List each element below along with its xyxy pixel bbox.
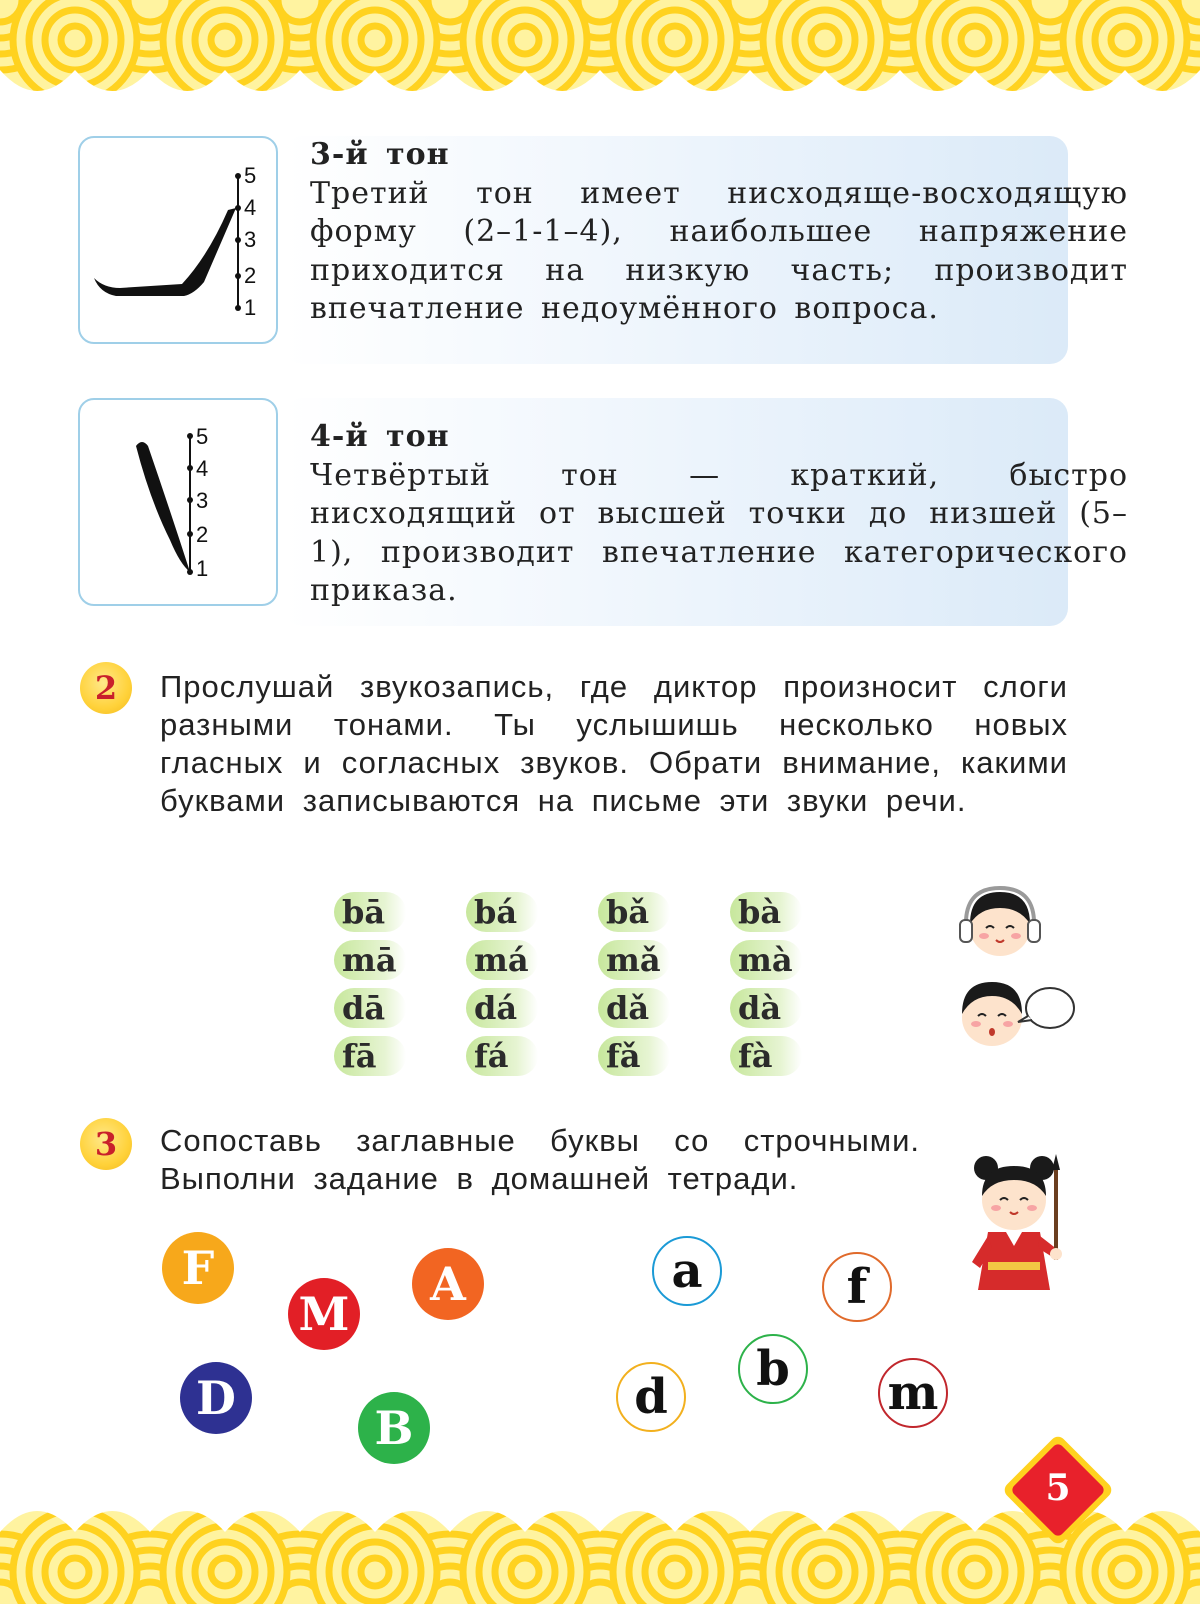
syllable-ba-1: bā — [334, 892, 406, 932]
syllable-ba-3: bǎ — [598, 892, 670, 932]
tone-4-scale-5: 5 — [196, 424, 209, 449]
syllable-da-2: dá — [466, 988, 538, 1028]
tone-4-diagram — [78, 398, 278, 606]
exercise-3-number: 3 — [80, 1118, 132, 1170]
syllable-fa-2: fá — [466, 1036, 538, 1076]
syllable-da-4: dà — [730, 988, 802, 1028]
exercise-3-text: Сопоставь заглавные буквы со строчными. Выполни задание в домашней тетради. — [160, 1123, 920, 1196]
tone-3-scale-2: 2 — [244, 263, 257, 288]
tone-4-contour-icon — [80, 400, 276, 604]
tone-4-scale-1: 1 — [196, 556, 209, 581]
top-wave-border — [0, 0, 1200, 110]
lowercase-letter-m[interactable]: m — [878, 1358, 948, 1428]
uppercase-letter-m[interactable]: M — [288, 1278, 360, 1350]
tone-3-description — [310, 136, 1128, 329]
tone-4-scale-2: 2 — [196, 522, 209, 547]
tone-3-scale-1: 1 — [244, 295, 257, 320]
tone-4-title: 4-й тон — [310, 419, 450, 454]
syllable-fa-3: fǎ — [598, 1036, 670, 1076]
listening-child-icon — [958, 884, 1042, 960]
tone-3-contour-icon — [80, 138, 276, 342]
uppercase-letter-f[interactable]: F — [162, 1232, 234, 1304]
lowercase-letter-b[interactable]: b — [738, 1334, 808, 1404]
syllable-ba-2: bá — [466, 892, 538, 932]
uppercase-letter-b[interactable]: B — [358, 1392, 430, 1464]
exercise-2-number: 2 — [80, 662, 132, 714]
syllable-ma-1: mā — [334, 940, 406, 980]
uppercase-letter-d[interactable]: D — [180, 1362, 252, 1434]
lowercase-letter-f[interactable]: f — [822, 1252, 892, 1322]
syllable-da-1: dā — [334, 988, 406, 1028]
syllable-da-3: dǎ — [598, 988, 670, 1028]
tone-3-scale-5: 5 — [244, 163, 257, 188]
tone-3-diagram — [78, 136, 278, 344]
tone-4-description — [310, 418, 1128, 611]
calligraphy-child-icon — [966, 1150, 1076, 1300]
syllable-ma-2: má — [466, 940, 538, 980]
uppercase-letter-a[interactable]: A — [412, 1248, 484, 1320]
tone-4-body: Четвёртый тон — краткий, быстро нисходящий от высшей точки до низшей (5–1), производит впечатление категорического приказа. — [310, 457, 1128, 608]
speaking-child-icon — [958, 976, 1076, 1050]
tone-3-scale-4: 4 — [244, 195, 257, 220]
tone-3-title: 3-й тон — [310, 137, 450, 172]
syllable-fa-4: fà — [730, 1036, 802, 1076]
lowercase-letter-d[interactable]: d — [616, 1362, 686, 1432]
lowercase-letter-a[interactable]: a — [652, 1236, 722, 1306]
exercise-2-text: Прослушай звукозапись, где диктор произносит слоги разными тонами. Ты услышишь несколько новых гласных и согласных звуков. Обрати внимание, какими буквами записываются на письме эти звуки речи. — [160, 669, 1068, 818]
tone-3-scale-3: 3 — [244, 227, 257, 252]
syllable-ma-4: mà — [730, 940, 802, 980]
page-number: 5 — [1045, 1467, 1071, 1509]
tone-4-scale-3: 3 — [196, 488, 209, 513]
tone-4-card — [78, 398, 1128, 626]
tone-3-card — [78, 136, 1128, 364]
syllable-ma-3: mǎ — [598, 940, 670, 980]
tone-3-body: Третий тон имеет нисходяще-восходящую форму (2–1-1–4), наибольшее напряжение приходится на низкую часть; производит впечатление недоумённого вопроса. — [310, 175, 1128, 326]
syllable-ba-4: bà — [730, 892, 802, 932]
tone-4-scale-4: 4 — [196, 456, 209, 481]
syllable-fa-1: fā — [334, 1036, 406, 1076]
